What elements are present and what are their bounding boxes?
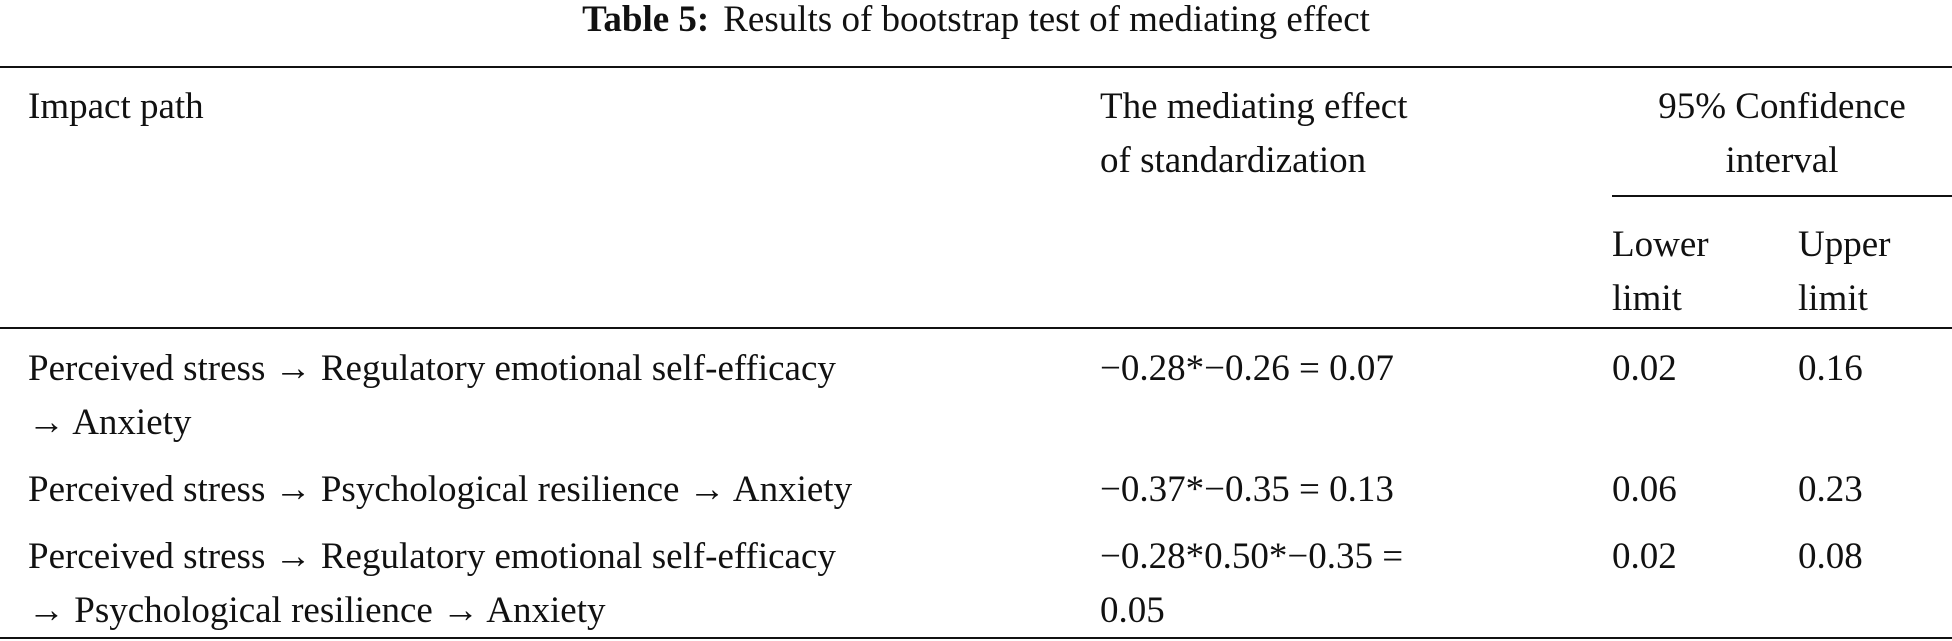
row2-effect: −0.37*−0.35 = 0.13: [1100, 469, 1394, 510]
row1-upper: 0.16: [1798, 348, 1863, 389]
header-effect-line1: The mediating effect: [1100, 86, 1408, 127]
top-rule: [0, 66, 1952, 68]
header-ci-line2: interval: [1725, 140, 1839, 181]
row3-path-line1: Perceived stress → Regulatory emotional self-efficacy: [28, 536, 836, 577]
row3-lower: 0.02: [1612, 536, 1677, 577]
header-upper-line2: limit: [1798, 278, 1868, 319]
table-caption: [0, 0, 1952, 40]
header-lower-line1: Lower: [1612, 224, 1709, 265]
row3-upper: 0.08: [1798, 536, 1863, 577]
header-ci-line1: 95% Confidence: [1658, 86, 1906, 127]
header-impact-path: Impact path: [28, 86, 204, 127]
row1-path-line1: Perceived stress → Regulatory emotional self-efficacy: [28, 348, 836, 389]
row3-effect-line2: 0.05: [1100, 590, 1165, 631]
table-label: Table 5:: [582, 0, 710, 40]
row1-path-line2: → Anxiety: [28, 402, 192, 443]
header-lower-line2: limit: [1612, 278, 1682, 319]
ci-header-rule: [1612, 195, 1952, 197]
row2-path-line1: Perceived stress → Psychological resilience → Anxiety: [28, 469, 853, 510]
row1-lower: 0.02: [1612, 348, 1677, 389]
row2-upper: 0.23: [1798, 469, 1863, 510]
header-effect-line2: of standardization: [1100, 140, 1367, 181]
row1-effect: −0.28*−0.26 = 0.07: [1100, 348, 1394, 389]
header-upper-line1: Upper: [1798, 224, 1891, 265]
row3-effect-line1: −0.28*0.50*−0.35 =: [1100, 536, 1404, 577]
row3-path-line2: → Psychological resilience → Anxiety: [28, 590, 606, 631]
table-title: Results of bootstrap test of mediating effect: [723, 0, 1370, 40]
header-rule: [0, 327, 1952, 329]
row2-lower: 0.06: [1612, 469, 1677, 510]
